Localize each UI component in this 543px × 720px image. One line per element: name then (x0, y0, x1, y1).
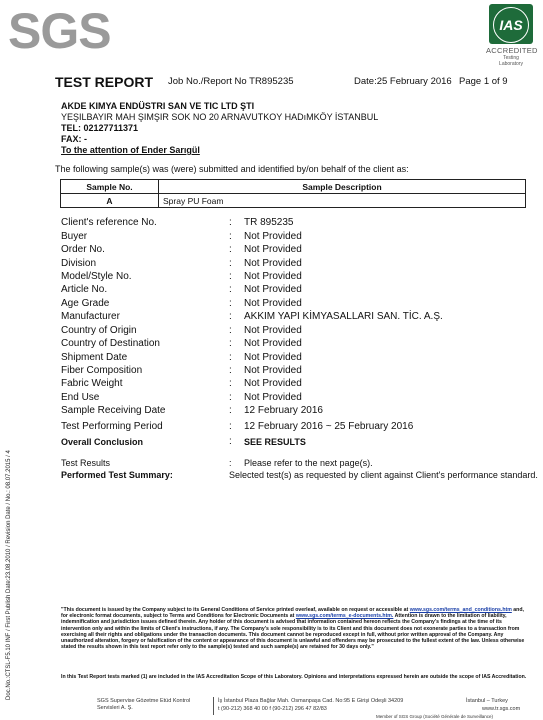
detail-label: Shipment Date (61, 352, 128, 363)
detail-value: Not Provided (244, 244, 302, 255)
detail-value: Not Provided (244, 231, 302, 242)
detail-label: Sample Receiving Date (61, 405, 166, 416)
detail-label: Country of Origin (61, 325, 137, 336)
detail-label: Test Performing Period (61, 421, 163, 432)
ias-badge-icon: IAS (489, 4, 533, 44)
detail-label: Country of Destination (61, 338, 160, 349)
footer-company: SGS Supervise Gözetme Etüd Kontrol (97, 698, 191, 704)
test-results-label: Test Results (61, 458, 111, 468)
e-documents-link[interactable]: www.sgs.com/terms_e-documents.htm. (295, 613, 394, 620)
detail-value: Not Provided (244, 284, 302, 295)
footer-phone: t (90-212) 368 40 00 f (90-212) 296 47 82/83 (218, 706, 327, 712)
table-header-row (61, 180, 526, 194)
footer-legal: "This document is issued by the Company subject to its General Conditions of Service printed overleaf, available on request or accessible at www.sgs.com/terms_and_conditions.htm and, for electronic format documents, subject to Terms and Conditions for Electronic Documents at www.sgs.com/terms_e-documents.htm. Attention is drawn to the limitation of liability, indemnification and jurisdiction issues defined therein. Any holder of this document is advised that information contained hereon reflects the Company's findings at the time of its intervention only and within the limits of Client's instructions, if any. The Company's sole responsibility is to its Client and this document does not exonerate parties to a transaction from exercising all their rights and obligations under the transaction documents. This document cannot be reproduced except in full, without prior written approval of the Company. Any unauthorized alteration, forgery or falsification of the content or appearance of this document is unlawful and offenders may be prosecuted to the fullest extent of the law. Unless otherwise stated the results shown in this test report refer only to the sample(s) tested and such sample(s) are retained for 30 days only." (61, 607, 525, 651)
detail-value: Not Provided (244, 378, 302, 389)
detail-label: End Use (61, 392, 100, 403)
report-number: Job No./Report No TR895235 (168, 76, 294, 87)
detail-value: Not Provided (244, 258, 302, 269)
table-header: Sample Description (159, 180, 526, 194)
detail-value: Not Provided (244, 325, 302, 336)
client-tel: TEL: 02127711371 (61, 123, 139, 133)
detail-value: Not Provided (244, 298, 302, 309)
detail-value: 12 February 2016 (244, 405, 323, 416)
client-address: YEŞILBAYIR MAH ŞIMŞIR SOK NO 20 ARNAVUTKOY HADıMKÖY İSTANBUL (61, 112, 379, 122)
table-header: Sample No. (61, 180, 159, 194)
detail-label: Model/Style No. (61, 271, 132, 282)
summary-label: Performed Test Summary: (61, 470, 173, 480)
test-results-value: Please refer to the next page(s). (244, 458, 373, 468)
detail-label: Buyer (61, 231, 88, 242)
detail-label: Article No. (61, 284, 108, 295)
detail-value: Not Provided (244, 271, 302, 282)
detail-label: Client's reference No. (61, 217, 157, 228)
detail-value: Not Provided (244, 365, 302, 376)
detail-label: Division (61, 258, 97, 269)
client-fax: FAX: - (61, 134, 87, 144)
detail-label: Manufacturer (61, 311, 120, 322)
report-title: TEST REPORT (55, 74, 154, 90)
detail-value: Not Provided (244, 392, 302, 403)
ias-accreditation-logo: IAS ACCREDITED Testing Laboratory (486, 4, 536, 76)
detail-label: Fiber Composition (61, 365, 143, 376)
footer-member: Member of SGS Group (Société Générale de Surveillance) (376, 714, 494, 719)
detail-value: Not Provided (244, 338, 302, 349)
ias-scope-note: In this Test Report tests marked (1) are included in the IAS Accreditation Scope of this Laboratory. Opinions and interpretations expressed herein are outside the scope of IAS Accreditation. (61, 674, 527, 680)
footer-city: İstanbul – Turkey (466, 698, 508, 704)
footer-divider (213, 697, 214, 715)
report-date: Date:25 February 2016 (354, 76, 452, 87)
client-attention: To the attention of Ender Sarıgül (61, 145, 200, 155)
footer-company-2: Servisleri A. Ş. (97, 705, 133, 711)
detail-label: Age Grade (61, 298, 110, 309)
terms-link[interactable]: www.sgs.com/terms_and_conditions.htm (409, 607, 512, 613)
detail-value: TR 895235 (244, 217, 294, 228)
detail-value: AKKIM YAPI KİMYASALLARI SAN. TİC. A.Ş. (244, 311, 443, 322)
document-number-side: Doc.No.:CTSL-F5.10 INF / First Publish Date:23.08.2010 / Revision Date / No.: 08.07.2015 / 4 (6, 450, 12, 700)
samples-table (60, 179, 526, 208)
sgs-logo: SGS (8, 3, 111, 59)
sample-description: Spray PU Foam (159, 194, 526, 208)
table-row (61, 194, 526, 208)
page-number: Page 1 of 9 (459, 76, 508, 87)
client-company: AKDE KIMYA ENDÜSTRI SAN VE TIC LTD ŞTI (61, 101, 255, 111)
footer-address: İş İstanbul Plaza Bağlar Mah. Osmanpaşa Cad. No:95 E Girişi Odeşli 34209 (218, 698, 404, 704)
detail-value: Not Provided (244, 352, 302, 363)
summary-value: Selected test(s) as requested by client against Client's performance standard. (229, 470, 538, 480)
overall-conclusion: SEE RESULTS (244, 437, 306, 447)
detail-value: 12 February 2016 ~ 25 February 2016 (244, 421, 414, 432)
sample-no: A (61, 194, 159, 208)
detail-label: Order No. (61, 244, 105, 255)
detail-label: Fabric Weight (61, 378, 123, 389)
footer-website[interactable]: www.tr.sgs.com (482, 706, 521, 712)
intro-text: The following sample(s) was (were) submitted and identified by/on behalf of the client as: (55, 164, 409, 174)
detail-label: Overall Conclusion (61, 437, 144, 447)
